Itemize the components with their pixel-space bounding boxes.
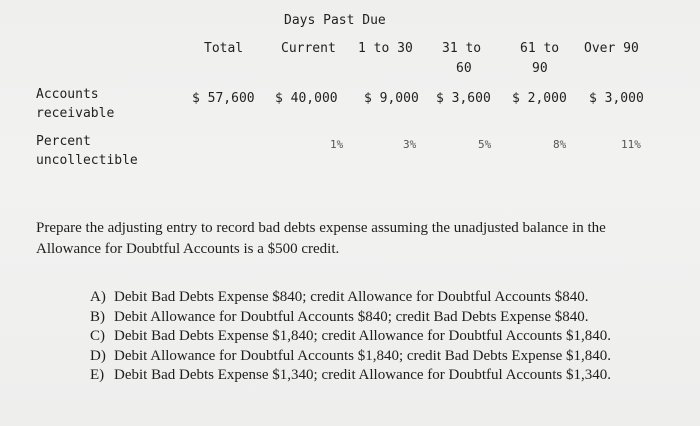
- option-letter: A): [90, 289, 106, 305]
- option-text: Debit Allowance for Doubtful Accounts $840; credit Bad Debts Expense $840.: [114, 308, 589, 325]
- col-current-header: Current: [281, 41, 336, 56]
- pct-current-value: 1%: [330, 138, 344, 151]
- option-letter: C): [90, 328, 105, 344]
- ar-current-value: $ 40,000: [275, 91, 338, 106]
- col-31-60-header-line2: 60: [456, 61, 472, 76]
- option-c[interactable]: [90, 327, 611, 347]
- ar-61-90-value: $ 2,000: [512, 91, 567, 106]
- option-letter: D): [90, 347, 106, 364]
- answer-options: [90, 288, 611, 386]
- col-61-90-header-line2: 90: [532, 61, 548, 76]
- pct-61-90-value: 8%: [553, 138, 567, 151]
- option-letter: B): [90, 308, 105, 325]
- pct-over-90-value: 11%: [621, 138, 641, 151]
- option-letter: E): [90, 367, 105, 383]
- option-a[interactable]: [90, 288, 611, 308]
- days-past-due-header: Days Past Due: [284, 13, 386, 28]
- option-text: Debit Bad Debts Expense $1,840; credit Allowance for Doubtful Accounts $1,840.: [114, 328, 611, 344]
- col-61-90-header-line1: 61 to: [520, 41, 560, 56]
- col-1-30-header: 1 to 30: [358, 41, 413, 56]
- row-ar-label-line1: Accounts: [36, 87, 99, 102]
- question-text: Prepare the adjusting entry to record bad debts expense assuming the unadjusted balance in the Allowance for Doubtful Accounts is a $500 credit.: [36, 220, 606, 257]
- option-text: Debit Bad Debts Expense $840; credit Allowance for Doubtful Accounts $840.: [114, 289, 589, 305]
- ar-total-value: $ 57,600: [192, 91, 255, 106]
- ar-31-60-value: $ 3,600: [436, 91, 491, 106]
- col-total-header: Total: [204, 41, 244, 56]
- col-over-90-header: Over 90: [584, 41, 639, 56]
- pct-1-30-value: 3%: [403, 138, 417, 151]
- ar-over-90-value: $ 3,000: [589, 91, 644, 106]
- row-pct-label-line2: uncollectible: [36, 153, 138, 168]
- row-pct-label-line1: Percent: [36, 134, 91, 149]
- col-31-60-header-line1: 31 to: [442, 41, 482, 56]
- option-e[interactable]: [90, 366, 611, 386]
- option-text: Debit Allowance for Doubtful Accounts $1,840; credit Bad Debts Expense $1,840.: [114, 347, 611, 364]
- ar-1-30-value: $ 9,000: [364, 91, 419, 106]
- pct-31-60-value: 5%: [478, 138, 492, 151]
- option-d[interactable]: [90, 347, 611, 367]
- option-b[interactable]: [90, 308, 611, 328]
- row-ar-label-line2: receivable: [36, 106, 115, 121]
- option-text: Debit Bad Debts Expense $1,340; credit Allowance for Doubtful Accounts $1,340.: [114, 367, 611, 383]
